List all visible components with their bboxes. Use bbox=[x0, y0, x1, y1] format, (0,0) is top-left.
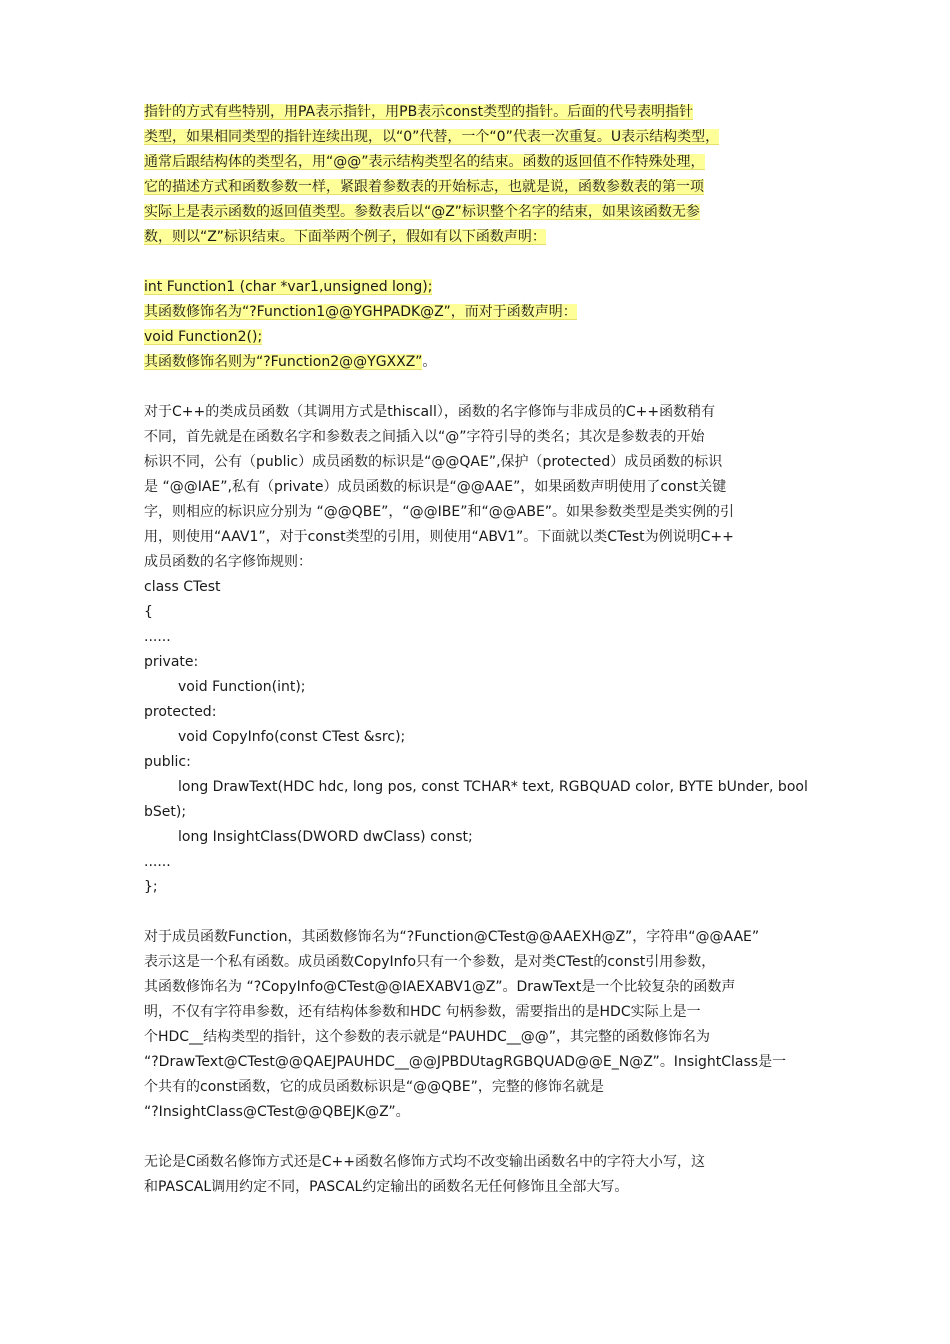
highlighted-line: 它的描述方式和函数参数一样，紧跟着参数表的开始标志，也就是说，函数参数表的第一项 bbox=[144, 179, 704, 195]
code-line: }; bbox=[144, 879, 158, 895]
code-line: ...... bbox=[144, 854, 171, 870]
cpp-member-paragraph bbox=[144, 400, 810, 575]
text-line: 和PASCAL调用约定不同，PASCAL约定输出的函数名无任何修饰且全部大写。 bbox=[144, 1179, 629, 1195]
code-line: private: bbox=[144, 654, 199, 670]
highlighted-paragraph bbox=[144, 100, 810, 250]
text-line: 表示这是一个私有函数。成员函数CopyInfo只有一个参数，是对类CTest的const引用参数， bbox=[144, 954, 716, 970]
highlighted-line: 类型，如果相同类型的指针连续出现，以“0”代替，一个“0”代表一次重复。U表示结构类型， bbox=[144, 129, 720, 145]
code-block bbox=[144, 575, 810, 900]
code-line: class CTest bbox=[144, 579, 221, 595]
code-line: long DrawText(HDC hdc, long pos, const TCHAR* text, RGBQUAD color, BYTE bUnder, bool bbox=[178, 779, 808, 795]
member-mangling-paragraph bbox=[144, 925, 810, 1125]
code-line: public: bbox=[144, 754, 191, 770]
paragraph-gap bbox=[144, 250, 810, 275]
paragraph-gap bbox=[144, 1125, 810, 1150]
code-line: void Function(int); bbox=[178, 679, 306, 695]
text-line: “?InsightClass@CTest@@QBEJK@Z”。 bbox=[144, 1104, 410, 1120]
text-line: 个共有的const函数，它的成员函数标识是“@@QBE”，完整的修饰名就是 bbox=[144, 1079, 604, 1095]
text-line: 无论是C函数名修饰方式还是C++函数名修饰方式均不改变输出函数名中的字符大小写，这 bbox=[144, 1154, 706, 1170]
text-line: 明，不仅有字符串参数，还有结构体参数和HDC 句柄参数，需要指出的是HDC实际上是一 bbox=[144, 1004, 701, 1020]
text-line: “?DrawText@CTest@@QAEJPAUHDC__@@JPBDUtagRGBQUAD@@E_N@Z”。InsightClass是一 bbox=[144, 1054, 787, 1070]
example-declaration-1: int Function1 (char *var1,unsigned long); bbox=[144, 279, 433, 295]
text-line: 字，则相应的标识应分别为 “@@QBE”，“@@IBE”和“@@ABE”。如果参数类型是类实例的引 bbox=[144, 504, 735, 520]
example-mangled-2: 其函数修饰名则为“?Function2@@YGXXZ” bbox=[144, 354, 423, 370]
example-block bbox=[144, 275, 810, 375]
code-line: long InsightClass(DWORD dwClass) const; bbox=[178, 829, 473, 845]
example-declaration-2: void Function2(); bbox=[144, 329, 263, 345]
code-line: protected: bbox=[144, 704, 217, 720]
highlighted-line: 实际上是表示函数的返回值类型。参数表后以“@Z”标识整个名字的结束，如果该函数无参 bbox=[144, 204, 700, 220]
text-line: 其函数修饰名为 “?CopyInfo@CTest@@IAEXABV1@Z”。DrawText是一个比较复杂的函数声 bbox=[144, 979, 736, 995]
paragraph-gap bbox=[144, 375, 810, 400]
code-line: void CopyInfo(const CTest &src); bbox=[178, 729, 406, 745]
code-line: bSet); bbox=[144, 804, 187, 820]
highlighted-line: 数，则以“Z”标识结束。下面举两个例子，假如有以下函数声明： bbox=[144, 229, 546, 245]
text-line: 是 “@@IAE”,私有（private）成员函数的标识是“@@AAE”，如果函数声明使用了const关键 bbox=[144, 479, 727, 495]
text-line: 不同，首先就是在函数名字和参数表之间插入以“@”字符引导的类名；其次是参数表的开始 bbox=[144, 429, 705, 445]
text-line: 对于C++的类成员函数（其调用方式是thiscall），函数的名字修饰与非成员的C++函数稍有 bbox=[144, 404, 716, 420]
text-line: 成员函数的名字修饰规则： bbox=[144, 554, 312, 570]
paragraph-gap bbox=[144, 900, 810, 925]
code-line: ...... bbox=[144, 629, 171, 645]
example-tail-punct: 。 bbox=[422, 354, 437, 370]
highlighted-line: 指针的方式有些特别，用PA表示指针，用PB表示const类型的指针。后面的代号表明指针 bbox=[144, 104, 694, 120]
closing-paragraph bbox=[144, 1150, 810, 1200]
example-mangled-1: 其函数修饰名为“?Function1@@YGHPADK@Z”，而对于函数声明： bbox=[144, 304, 577, 320]
text-line: 对于成员函数Function，其函数修饰名为“?Function@CTest@@AAEXH@Z”，字符串“@@AAE” bbox=[144, 929, 760, 945]
text-line: 标识不同，公有（public）成员函数的标识是“@@QAE”,保护（protected）成员函数的标识 bbox=[144, 454, 723, 470]
code-line: { bbox=[144, 604, 153, 620]
text-line: 用，则使用“AAV1”，对于const类型的引用，则使用“ABV1”。下面就以类CTest为例说明C++ bbox=[144, 529, 734, 545]
text-line: 个HDC__结构类型的指针，这个参数的表示就是“PAUHDC__@@”，其完整的函数修饰名为 bbox=[144, 1029, 711, 1045]
document-page bbox=[144, 100, 810, 1200]
highlighted-line: 通常后跟结构体的类型名，用“@@”表示结构类型名的结束。函数的返回值不作特殊处理， bbox=[144, 154, 705, 170]
